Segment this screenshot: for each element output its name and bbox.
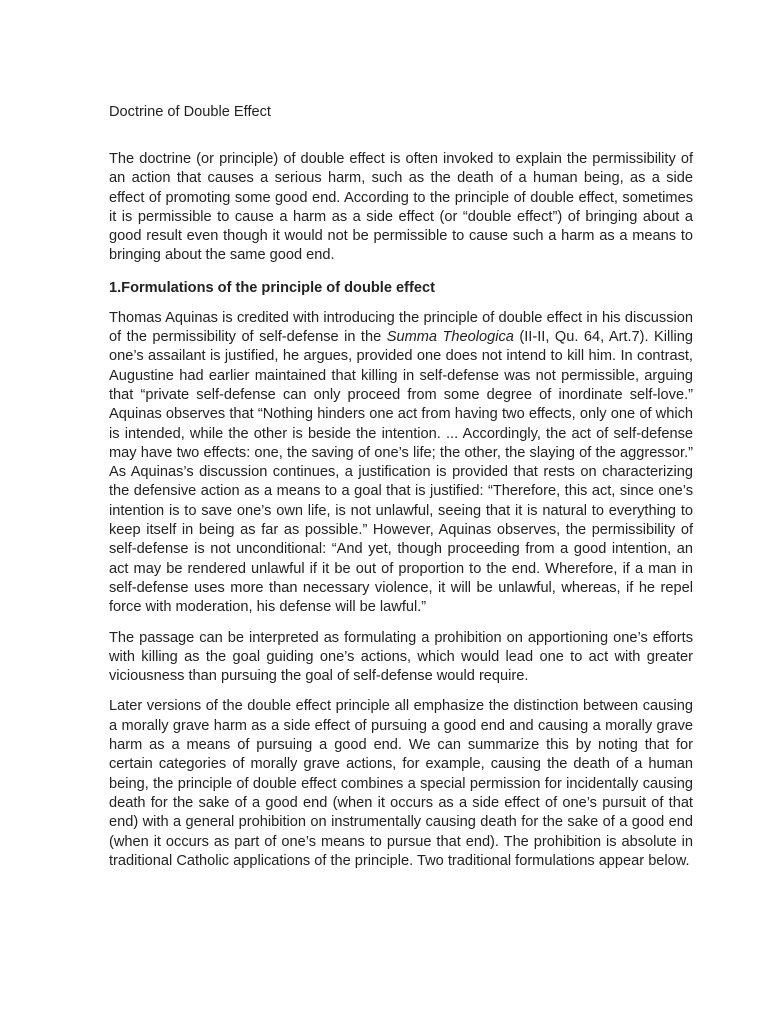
paragraph-interpretation: The passage can be interpreted as formulating a prohibition on apportioning one’s efforts with killing as the goal guiding one’s actions, which would lead one to act with greater viciousness than pursuing the goal of self-defense would require. — [109, 629, 693, 685]
paragraph-text: Thomas Aquinas is credited with introducing the principle of double effect in his discussion of the permissibility of self-defense in the — [109, 309, 693, 346]
document-page — [109, 103, 693, 882]
paragraph-later-versions: Later versions of the double effect principle all emphasize the distinction between causing a morally grave harm as a side effect of pursuing a good end and causing a morally grave harm as a means of pursuing a good end. We can summarize this by noting that for certain categories of morally grave actions, for example, causing the death of a human being, the principle of double effect combines a special permission for incidentally causing death for the sake of a good end (when it occurs as a side effect of one’s pursuit of that end) with a general prohibition on instrumentally causing death for the sake of a good end (when it occurs as part of one’s means to pursue that end). The prohibition is absolute in traditional Catholic applications of the principle. Two traditional formulations appear below. — [109, 698, 693, 869]
document-title: Doctrine of Double Effect — [109, 104, 271, 120]
intro-paragraph: The doctrine (or principle) of double effect is often invoked to explain the permissibility of an action that causes a serious harm, such as the death of a human being, as a side effect of promoting some good end. According to the principle of double effect, sometimes it is permissible to cause a harm as a side effect (or “double effect”) of bringing about a good result even though it would not be permissible to cause such a harm as a means to bringing about the same good end. — [109, 151, 693, 264]
summa-theologica-title: Summa Theologica — [386, 329, 514, 346]
section-heading: 1.Formulations of the principle of double effect — [109, 279, 435, 296]
paragraph-text: (II-II, Qu. 64, Art.7). Killing one’s assailant is justified, he argues, provided one does not intend to kill him. In contrast, Augustine had earlier maintained that killing in self-defense was not permissible, arguing that “private self-defense can only proceed from some degree of inordinate self-love.” Aquinas observes that “Nothing hinders one act from having two effects, only one of which is intended, while the other is beside the intention. ... Accordingly, the act of self-defense may have two effects: one, the saving of one’s life; the other, the slaying of the aggressor.” As Aquinas’s discussion continues, a justification is provided that rests on characterizing the defensive action as a means to a goal that is justified: “Therefore, this act, since one’s intention is to save one’s own life, is not unlawful, seeing that it is natural to everything to keep itself in being as far as possible.” However, Aquinas observes, the permissibility of self-defense is not unconditional: “And yet, though proceeding from a good intention, an act may be rendered unlawful if it be out of proportion to the end. Wherefore, if a man in self-defense uses more than necessary violence, it will be unlawful, whereas, if he repel force with moderation, his defense will be lawful.” — [109, 329, 693, 616]
paragraph-aquinas — [109, 309, 693, 618]
